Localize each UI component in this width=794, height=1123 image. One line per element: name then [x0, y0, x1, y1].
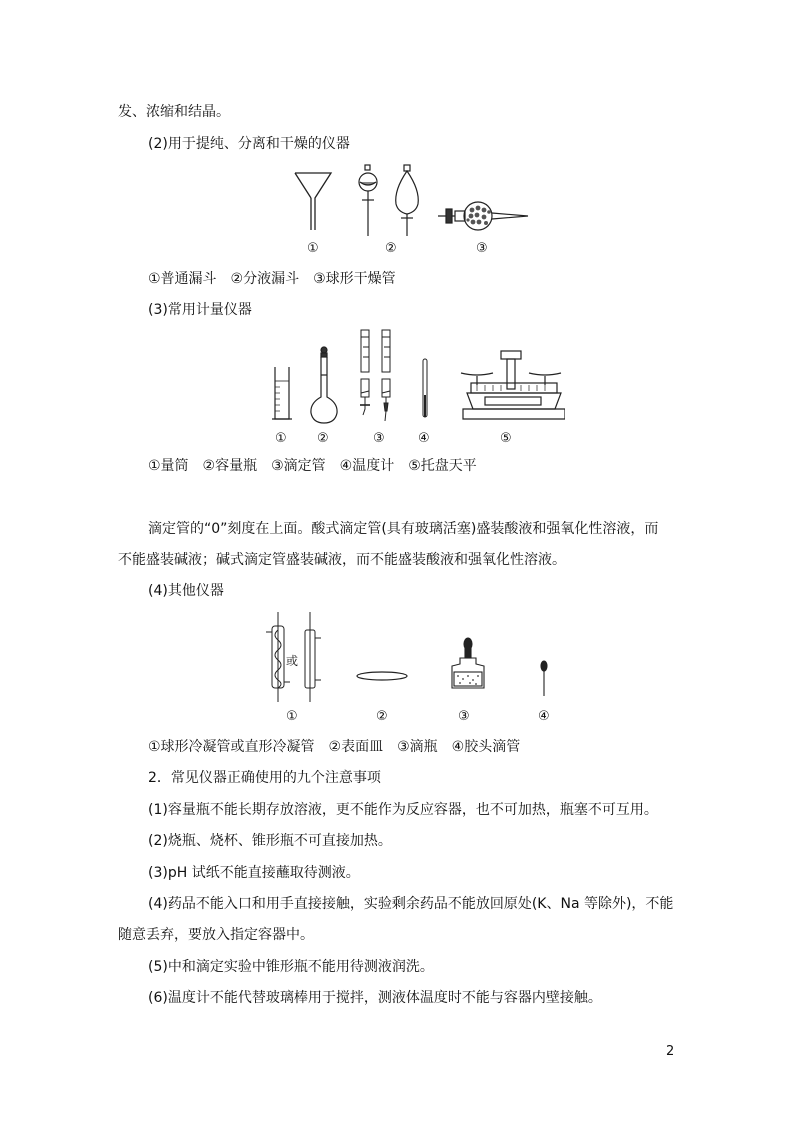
figure-label: ② — [376, 709, 388, 724]
drying-tube-icon — [438, 202, 528, 230]
figure-caption: ①量筒 ②容量瓶 ③滴定管 ④温度计 ⑤托盘天平 — [148, 458, 477, 474]
figure-label: ③ — [476, 241, 488, 256]
watch-glass-icon — [357, 672, 407, 680]
figure-label: ④ — [418, 431, 430, 446]
rubber-dropper-icon — [541, 661, 547, 696]
figure-measuring-instruments — [265, 325, 565, 450]
figure-caption: ①普通漏斗 ②分液漏斗 ③球形干燥管 — [148, 271, 396, 287]
volumetric-flask-icon — [311, 347, 337, 423]
figure-label: ② — [385, 241, 397, 256]
figure-label: ② — [317, 431, 329, 446]
list-item: (5)中和滴定实验中锥形瓶不能用待测液润洗。 — [148, 959, 434, 975]
figure-purification-instruments — [290, 160, 530, 260]
burette-icon — [360, 330, 390, 421]
dropper-bottle-icon — [452, 638, 484, 688]
figure-label: ⑤ — [500, 431, 512, 446]
figure-label: ③ — [458, 709, 470, 724]
or-label: 或 — [286, 654, 299, 668]
separatory-funnel-globe-icon — [359, 165, 377, 236]
funnel-icon — [295, 173, 331, 230]
list-item: (2)烧瓶、烧杯、锥形瓶不可直接加热。 — [148, 833, 392, 849]
figure-caption: ①球形冷凝管或直形冷凝管 ②表面皿 ③滴瓶 ④胶头滴管 — [148, 739, 521, 755]
list-item: (4)药品不能入口和用手直接接触，实验剩余药品不能放回原处(K、Na 等除外)，不能 — [148, 896, 674, 912]
thermometer-icon — [423, 359, 427, 417]
tray-balance-icon — [461, 351, 565, 419]
figure-other-instruments — [262, 608, 562, 726]
purification-instruments-drawing — [290, 160, 530, 260]
figure-label: ④ — [538, 709, 550, 724]
separatory-funnel-pear-icon — [396, 165, 419, 236]
figure-label: ① — [275, 431, 287, 446]
page-number: 2 — [666, 1044, 675, 1059]
list-item: (3)pH 试纸不能直接蘸取待测液。 — [148, 865, 360, 881]
paragraph-line: 不能盛装碱液；碱式滴定管盛装碱液，而不能盛装酸液和强氧化性溶液。 — [118, 552, 566, 568]
section-heading-precautions: 2．常见仪器正确使用的九个注意事项 — [148, 770, 381, 786]
list-item: (6)温度计不能代替玻璃棒用于搅拌，测液体温度时不能与容器内壁接触。 — [148, 990, 602, 1006]
list-item: (1)容量瓶不能长期存放溶液，更不能作为反应容器，也不可加热，瓶塞不可互用。 — [148, 802, 658, 818]
section-heading-purification: (2)用于提纯、分离和干燥的仪器 — [148, 136, 350, 152]
straight-condenser-icon — [305, 612, 321, 702]
section-heading-measuring: (3)常用计量仪器 — [148, 302, 252, 318]
figure-label: ① — [307, 241, 319, 256]
paragraph-line: 滴定管的“0”刻度在上面。酸式滴定管(具有玻璃活塞)盛装酸液和强氧化性溶液，而 — [148, 521, 659, 537]
figure-label: ③ — [373, 431, 385, 446]
graduated-cylinder-icon — [272, 367, 292, 419]
other-instruments-drawing — [262, 608, 562, 708]
paragraph-line: 发、浓缩和结晶。 — [118, 104, 230, 120]
section-heading-other: (4)其他仪器 — [148, 583, 224, 599]
list-item-continued: 随意丢弃，要放入指定容器中。 — [118, 927, 314, 943]
figure-label: ① — [286, 709, 298, 724]
measuring-instruments-drawing — [265, 325, 565, 430]
